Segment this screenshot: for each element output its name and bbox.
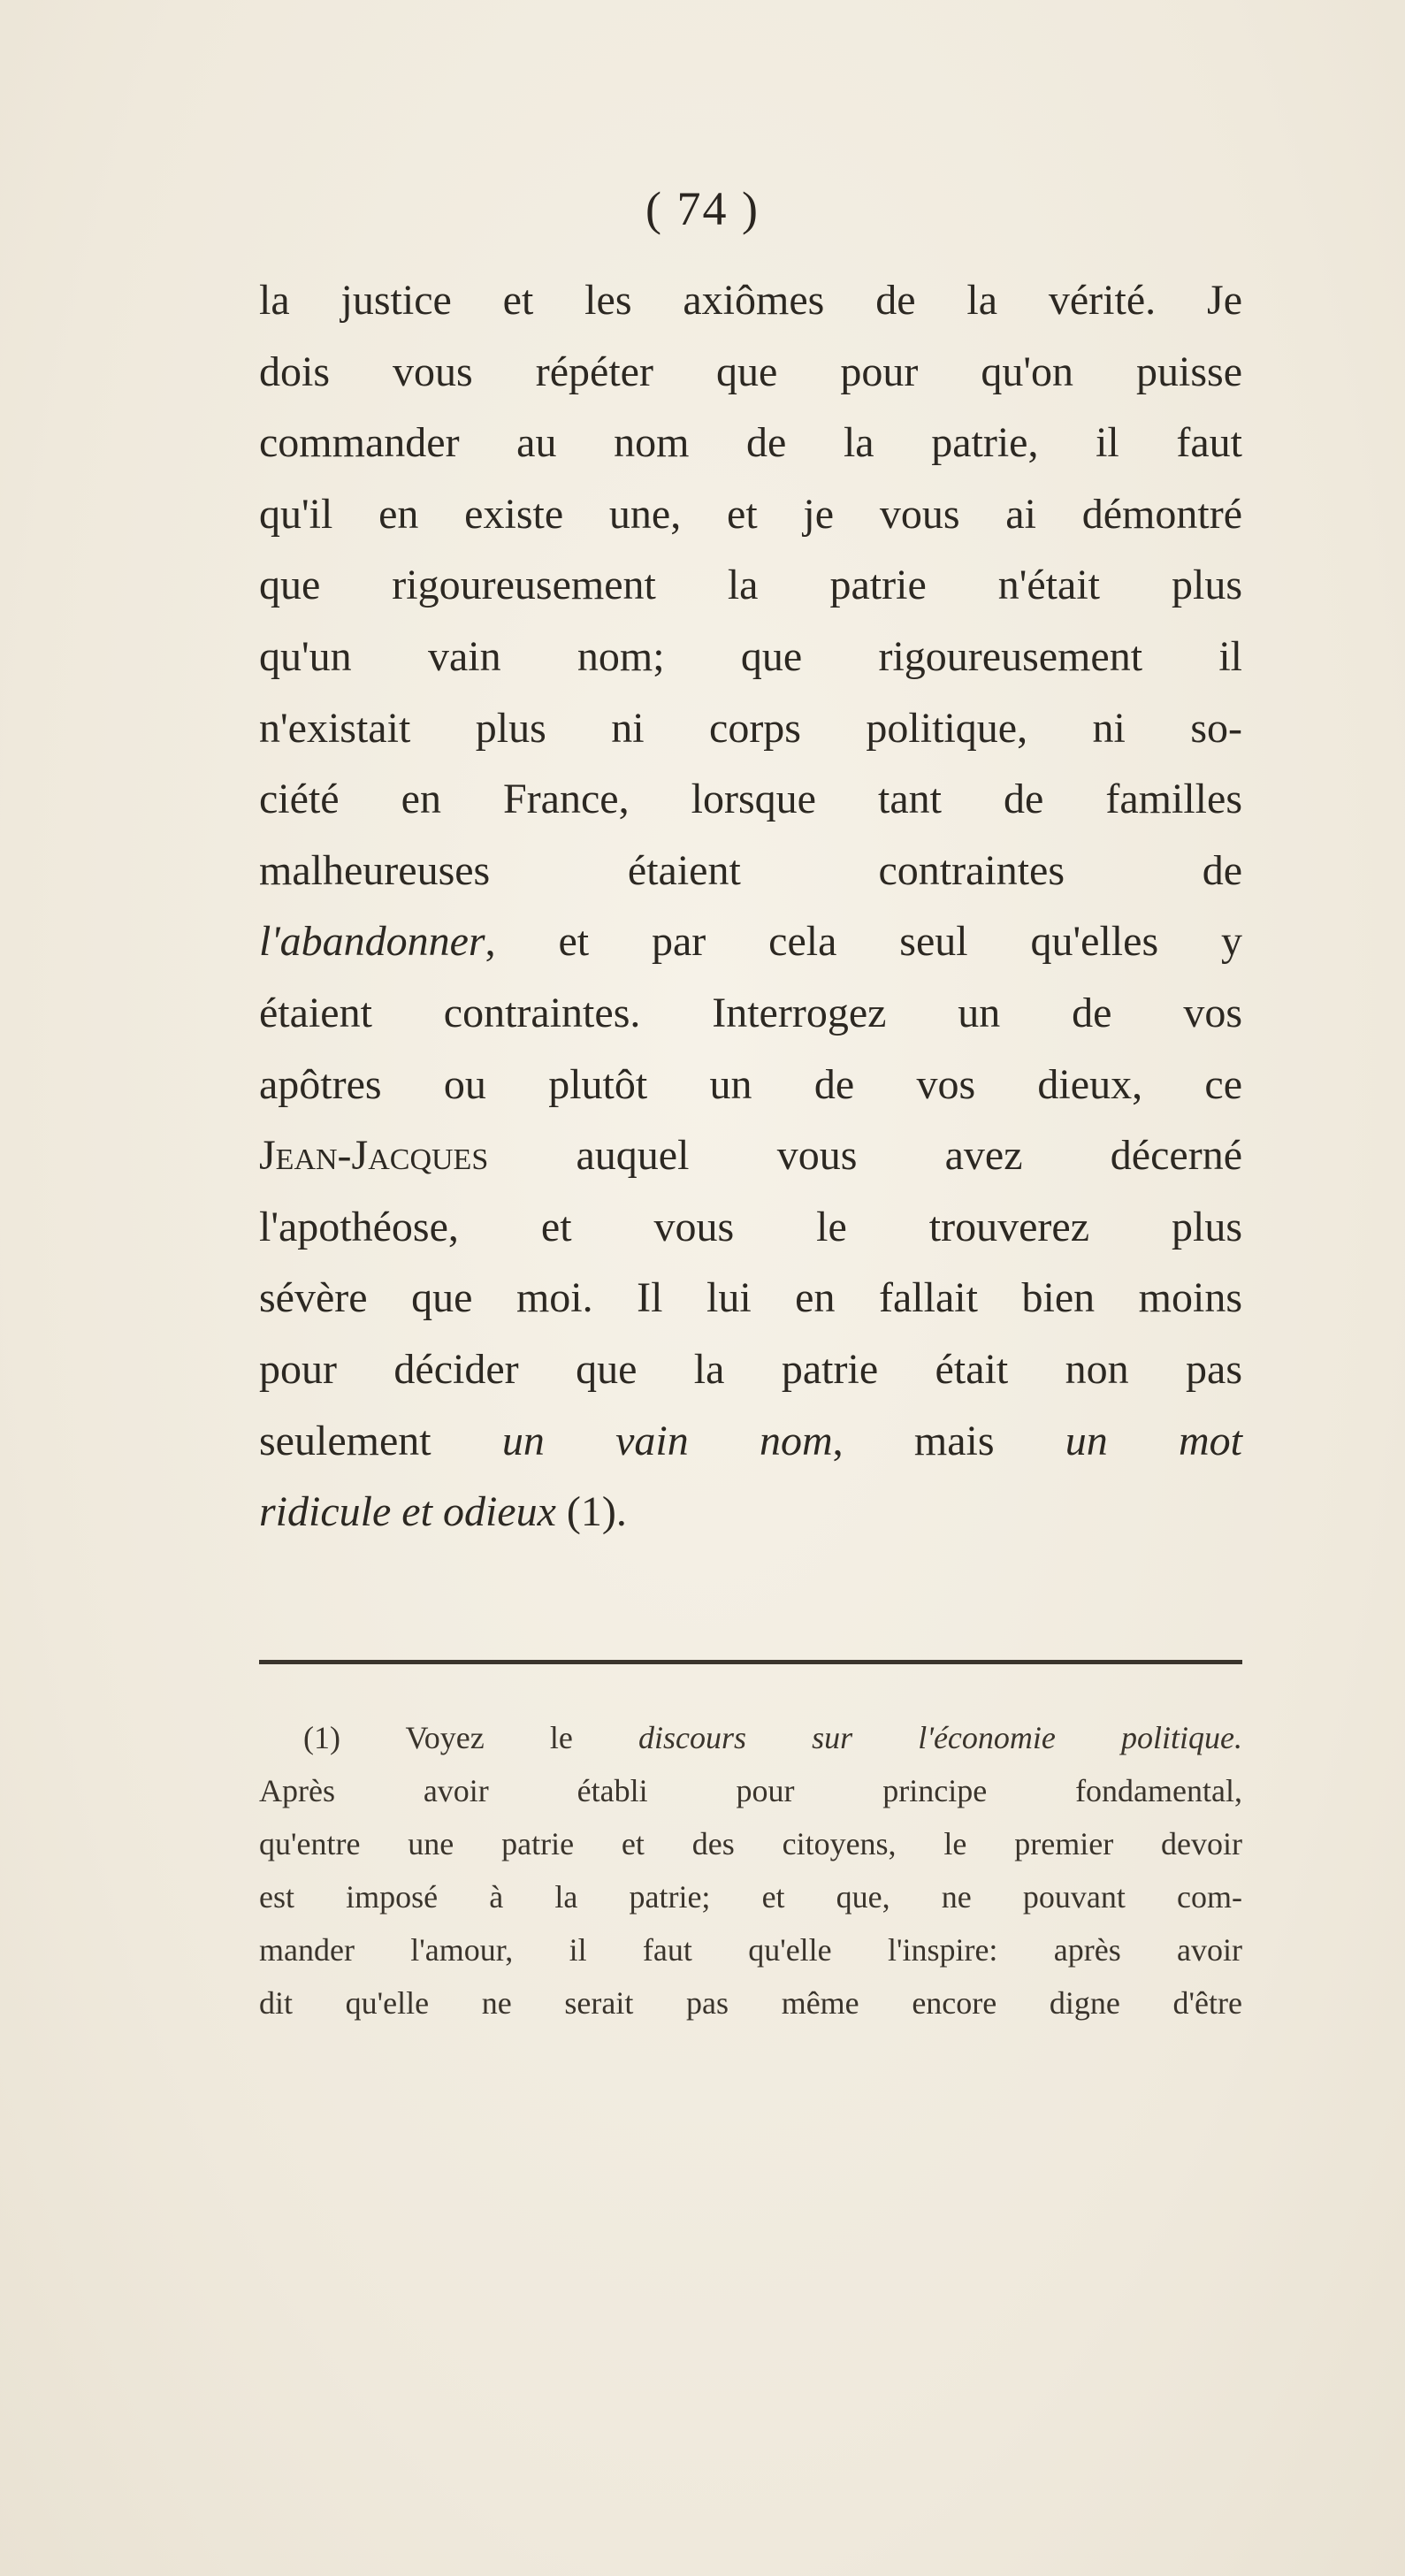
text-line [259,1477,1242,1548]
footnote-line [259,1711,1242,1764]
italic-phrase: l'abandonner [259,918,485,966]
footnote-line: mander l'amour, il faut qu'elle l'inspire: après avoir [259,1932,1242,1968]
italic-phrase: discours sur l'économie politique. [638,1720,1242,1755]
text-line: la justice et les axiômes de la vérité. Je [259,277,1242,324]
text-line: l'apothéose, et vous le trouverez plus [259,1203,1242,1250]
text-line: malheureuses étaient contraintes de [259,846,1242,894]
text-fragment: (1) Voyez le [303,1720,638,1755]
page-number: ( 74 ) [645,182,760,235]
text-line: que rigoureusement la patrie n'était plus [259,562,1242,609]
text-line [259,906,1242,978]
text-line: pour décider que la patrie était non pas [259,1345,1242,1393]
text-line: commander au nom de la patrie, il faut [259,419,1242,467]
text-fragment: , mais [832,1417,1065,1464]
text-line [259,1406,1242,1478]
footnote-reference: (1). [555,1488,627,1536]
text-line: étaient contraintes. Interrogez un de vos [259,989,1242,1036]
text-line: qu'il en existe une, et je vous ai démontré [259,490,1242,538]
text-line: apôtres ou plutôt un de vos dieux, ce [259,1060,1242,1108]
main-text [259,265,1242,1548]
text-line: dois vous répéter que pour qu'on puisse [259,348,1242,395]
footnote-line: Après avoir établi pour principe fondamental, [259,1773,1242,1808]
text-fragment: , et par cela seul qu'elles y [485,918,1242,966]
text-line [259,1120,1242,1192]
italic-phrase: un vain nom [501,1417,833,1464]
footnote-divider [259,1660,1242,1664]
footnote [259,1711,1242,2029]
author-name: Jean-Jacques [259,1132,489,1180]
text-line: sévère que moi. Il lui en fallait bien moins [259,1274,1242,1322]
text-fragment: auquel vous avez décerné [488,1132,1242,1180]
text-line: n'existait plus ni corps politique, ni so- [259,704,1242,752]
footnote-line: dit qu'elle ne serait pas même encore digne d'être [259,1985,1242,2021]
footnote-line: est imposé à la patrie; et que, ne pouvant com- [259,1879,1242,1915]
text-line: ciété en France, lorsque tant de familles [259,776,1242,823]
text-fragment: seulement [259,1417,502,1464]
italic-phrase: un mot [1065,1417,1243,1464]
footnote-line: qu'entre une patrie et des citoyens, le premier devoir [259,1826,1242,1861]
italic-phrase: ridicule et odieux [259,1488,556,1536]
text-line: qu'un vain nom; que rigoureusement il [259,632,1242,680]
